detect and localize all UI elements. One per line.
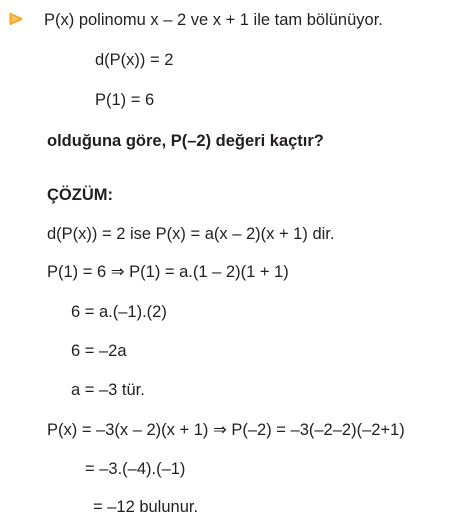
solution-step-5: a = –3 tür.	[71, 381, 145, 399]
given-degree: d(P(x)) = 2	[95, 51, 174, 69]
solution-step-6: P(x) = –3(x – 2)(x + 1) ⇒ P(–2) = –3(–2–2)(–2+1)	[47, 421, 405, 439]
solution-step-7: = –3.(–4).(–1)	[85, 460, 186, 478]
solution-step-4: 6 = –2a	[71, 342, 127, 360]
solution-heading: ÇÖZÜM:	[47, 186, 113, 204]
solution-step-1: d(P(x)) = 2 ise P(x) = a(x – 2)(x + 1) dir.	[47, 225, 335, 243]
solution-step-3: 6 = a.(–1).(2)	[71, 303, 167, 321]
question-text: olduğuna göre, P(–2) değeri kaçtır?	[47, 132, 324, 150]
orange-triangle-bullet-icon	[8, 11, 24, 27]
given-value: P(1) = 6	[95, 91, 155, 109]
solution-step-8: = –12 bulunur.	[93, 498, 199, 516]
problem-statement: P(x) polinomu x – 2 ve x + 1 ile tam bölünüyor.	[44, 11, 383, 29]
solution-step-2: P(1) = 6 ⇒ P(1) = a.(1 – 2)(1 + 1)	[47, 263, 289, 281]
